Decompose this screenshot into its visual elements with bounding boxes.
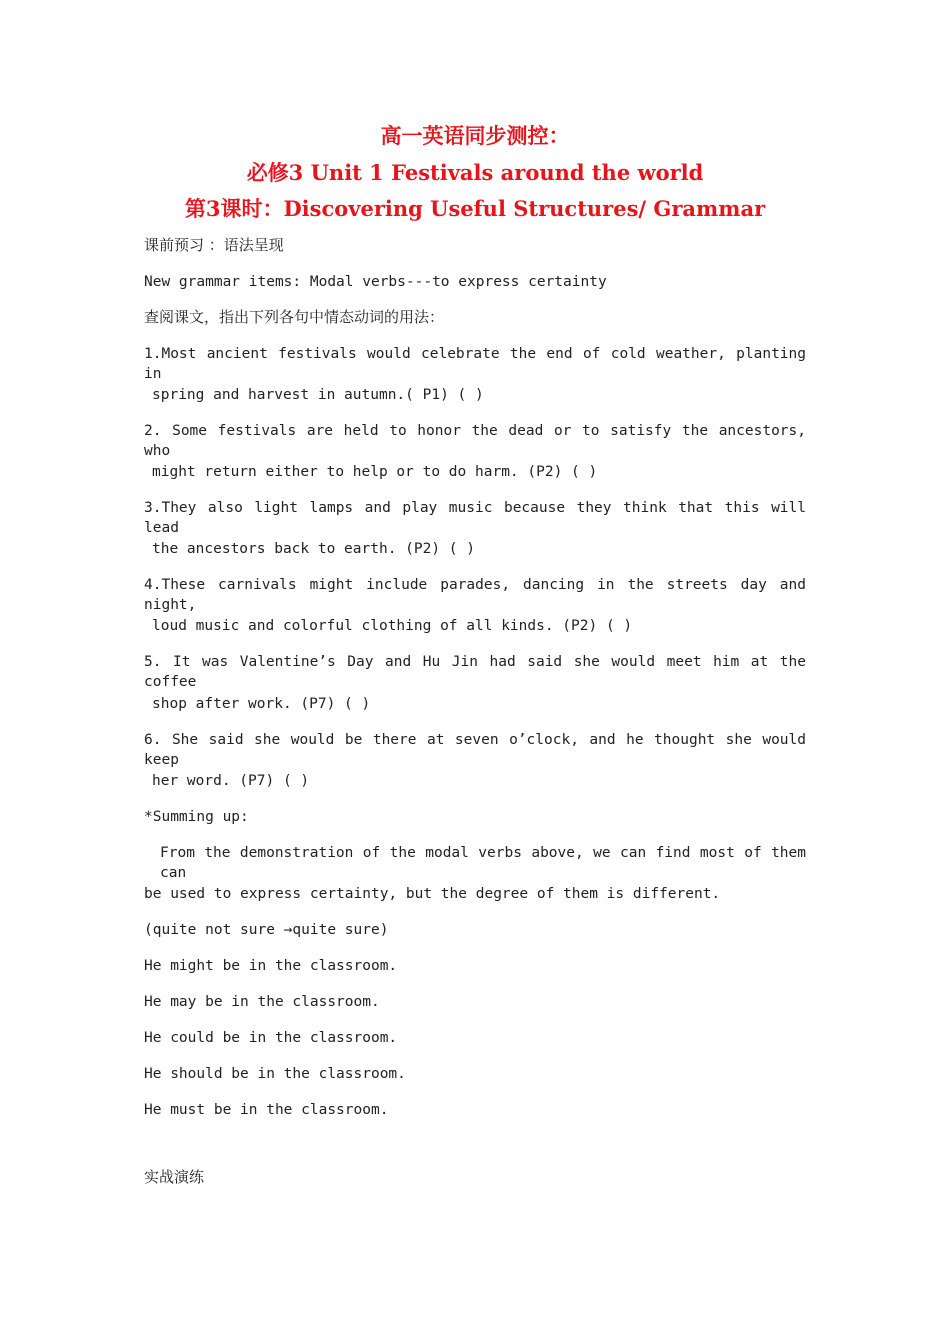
summing-up-para-line1: From the demonstration of the modal verbs above, we can find most of them can (160, 845, 806, 881)
summing-up-para-line2: be used to express certainty, but the degree of them is different. (144, 886, 721, 902)
summing-up-label: *Summing up: (144, 809, 249, 825)
exercise-5-line1: 5. It was Valentine’s Day and Hu Jin had said she would meet him at the coffee (144, 654, 806, 690)
example-should: He should be in the classroom. (144, 1066, 406, 1082)
example-might: He might be in the classroom. (144, 958, 398, 974)
exercise-2-line1: 2. Some festivals are held to honor the dead or to satisfy the ancestors, who (144, 423, 806, 459)
exercise-3-line1: 3.They also light lamps and play music because they think that this will lead (144, 500, 806, 536)
example-may: He may be in the classroom. (144, 994, 380, 1010)
document-title: 高一英语同步测控： (380, 123, 570, 148)
certainty-scale: (quite not sure →quite sure) (144, 922, 389, 938)
exercise-3-line2: the ancestors back to earth. (P2) ( ) (152, 541, 476, 557)
practice-section-label: 实战演练 (144, 1168, 205, 1186)
lesson-title: 第3课时：Discovering Useful Structures/ Grammar (184, 196, 766, 221)
exercise-1-line2: spring and harvest in autumn.( P1) ( ) (152, 387, 484, 403)
exercise-1-line1: 1.Most ancient festivals would celebrate the end of cold weather, planting in (144, 346, 806, 382)
exercise-4-line2: loud music and colorful clothing of all kinds. (P2) ( ) (152, 618, 633, 634)
exercise-2-line2: might return either to help or to do harm. (P2) ( ) (152, 464, 598, 480)
exercise-6-line2: her word. (P7) ( ) (152, 773, 310, 789)
unit-title: 必修3 Unit 1 Festivals around the world (246, 160, 704, 185)
example-could: He could be in the classroom. (144, 1030, 398, 1046)
preview-section-label: 课前预习 ：语法呈现 (144, 236, 284, 254)
exercise-6-line1: 6. She said she would be there at seven o’clock, and he thought she would keep (144, 732, 806, 768)
grammar-items-line: New grammar items: Modal verbs---to express certainty (144, 274, 607, 290)
instruction-line: 查阅课文，指出下列各句中情态动词的用法： (144, 308, 445, 326)
example-must: He must be in the classroom. (144, 1102, 389, 1118)
exercise-4-line1: 4.These carnivals might include parades, dancing in the streets day and night, (144, 577, 806, 613)
exercise-5-line2: shop after work. (P7) ( ) (152, 696, 371, 712)
